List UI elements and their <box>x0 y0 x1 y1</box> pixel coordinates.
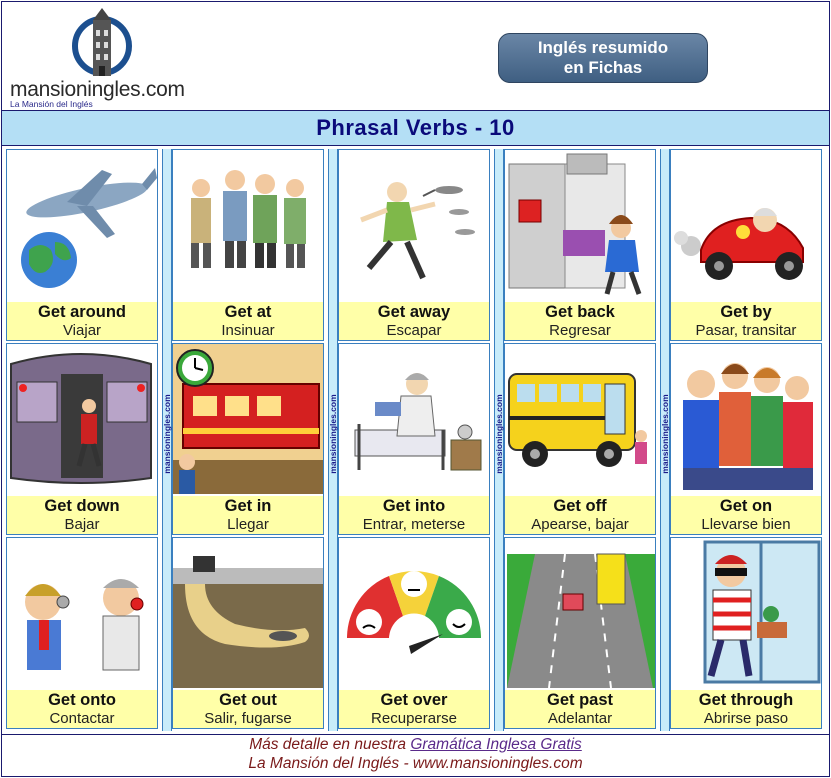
verb-meaning: Salir, fugarse <box>204 710 292 727</box>
title-bar <box>2 110 829 146</box>
verb-caption <box>671 302 821 340</box>
verb-card <box>670 149 822 341</box>
verb-label: Get off <box>553 497 607 515</box>
logo-subtitle: La Mansión del Inglés <box>10 99 93 109</box>
verb-caption <box>173 496 323 534</box>
verb-meaning: Recuperarse <box>371 710 457 727</box>
logo-text: mansioningles.com <box>10 78 185 101</box>
verb-caption <box>339 690 489 728</box>
airplane-globe-icon <box>7 150 157 300</box>
verb-caption <box>671 690 821 728</box>
verb-meaning: Escapar <box>386 322 442 339</box>
header <box>2 2 829 110</box>
verb-card <box>172 343 324 535</box>
watermark: mansioningles.com <box>660 394 670 474</box>
friends-group-icon <box>671 344 821 494</box>
race-car-icon <box>671 150 821 300</box>
verb-meaning: Abrirse paso <box>703 710 789 727</box>
verb-label: Get over <box>380 691 448 709</box>
verb-label: Get away <box>377 303 451 321</box>
verb-meaning: Insinuar <box>221 322 275 339</box>
verb-card <box>6 343 158 535</box>
verb-meaning: Adelantar <box>547 710 613 727</box>
highway-overtake-icon <box>505 538 655 688</box>
footer-line-2: La Mansión del Inglés - www.mansioningles.com <box>248 755 583 772</box>
fichas-button-line1: Inglés resumido <box>537 38 669 57</box>
verb-meaning: Regresar <box>549 322 611 339</box>
train-station-clock-icon <box>173 344 323 494</box>
verb-meaning: Pasar, transitar <box>695 322 797 339</box>
verb-meaning: Apearse, bajar <box>531 516 629 533</box>
verb-meaning: Llegar <box>227 516 269 533</box>
verb-meaning: Viajar <box>62 322 102 339</box>
verb-meaning: Entrar, meterse <box>362 516 466 533</box>
watermark: mansioningles.com <box>494 394 504 474</box>
verb-label: Get down <box>44 497 120 515</box>
verb-meaning: Bajar <box>64 516 100 533</box>
verb-label: Get around <box>37 303 126 321</box>
girl-suitcase-icon <box>505 150 655 300</box>
verb-card <box>504 537 656 729</box>
page-frame <box>1 1 830 777</box>
verb-card <box>6 537 158 729</box>
footer-line-1 <box>2 735 829 754</box>
grammar-link[interactable]: Gramática Inglesa Gratis <box>410 736 582 753</box>
verb-label: Get back <box>545 303 615 321</box>
verb-card <box>504 149 656 341</box>
verb-label: Get on <box>719 497 773 515</box>
column-separator <box>660 149 670 731</box>
verb-label: Get by <box>720 303 772 321</box>
verb-label: Get past <box>546 691 614 709</box>
verb-caption <box>505 496 655 534</box>
watermark: mansioningles.com <box>162 394 172 474</box>
train-door-icon <box>7 344 157 494</box>
verb-label: Get at <box>224 303 272 321</box>
verb-label: Get into <box>382 497 446 515</box>
watermark: mansioningles.com <box>328 394 338 474</box>
tower-logo-icon <box>66 6 138 80</box>
verb-card <box>338 343 490 535</box>
footer-prefix: Más detalle en nuestra <box>249 736 411 753</box>
verb-caption <box>505 690 655 728</box>
whispering-group-icon <box>173 150 323 300</box>
verb-meaning: Contactar <box>49 710 115 727</box>
verb-card <box>670 343 822 535</box>
column-separator <box>494 149 504 731</box>
verb-card <box>670 537 822 729</box>
phone-call-icon <box>7 538 157 688</box>
verb-label: Get in <box>224 497 272 515</box>
column-separator <box>162 149 172 731</box>
verb-card <box>172 537 324 729</box>
site-logo[interactable] <box>8 6 208 109</box>
verb-caption <box>339 496 489 534</box>
phrasal-verbs-grid <box>6 149 826 731</box>
burglar-window-icon <box>671 538 821 688</box>
verb-card <box>504 343 656 535</box>
verb-caption <box>505 302 655 340</box>
verb-caption <box>173 302 323 340</box>
verb-caption <box>7 496 157 534</box>
verb-label: Get out <box>219 691 277 709</box>
verb-card <box>172 149 324 341</box>
verb-caption <box>339 302 489 340</box>
fichas-button-line2: en Fichas <box>563 58 643 77</box>
page-title: Phrasal Verbs - 10 <box>316 115 515 140</box>
verb-caption <box>173 690 323 728</box>
mood-gauge-icon <box>339 538 489 688</box>
bed-icon <box>339 344 489 494</box>
verb-card <box>6 149 158 341</box>
verb-card <box>338 537 490 729</box>
verb-caption <box>671 496 821 534</box>
running-from-mosquitoes-icon <box>339 150 489 300</box>
verb-card <box>338 149 490 341</box>
fichas-button[interactable] <box>498 33 708 83</box>
verb-caption <box>7 302 157 340</box>
verb-caption <box>7 690 157 728</box>
verb-label: Get through <box>698 691 794 709</box>
verb-label: Get onto <box>48 691 116 709</box>
school-bus-icon <box>505 344 655 494</box>
tunnel-escape-icon <box>173 538 323 688</box>
verb-meaning: Llevarse bien <box>701 516 791 533</box>
column-separator <box>328 149 338 731</box>
footer <box>2 734 829 776</box>
